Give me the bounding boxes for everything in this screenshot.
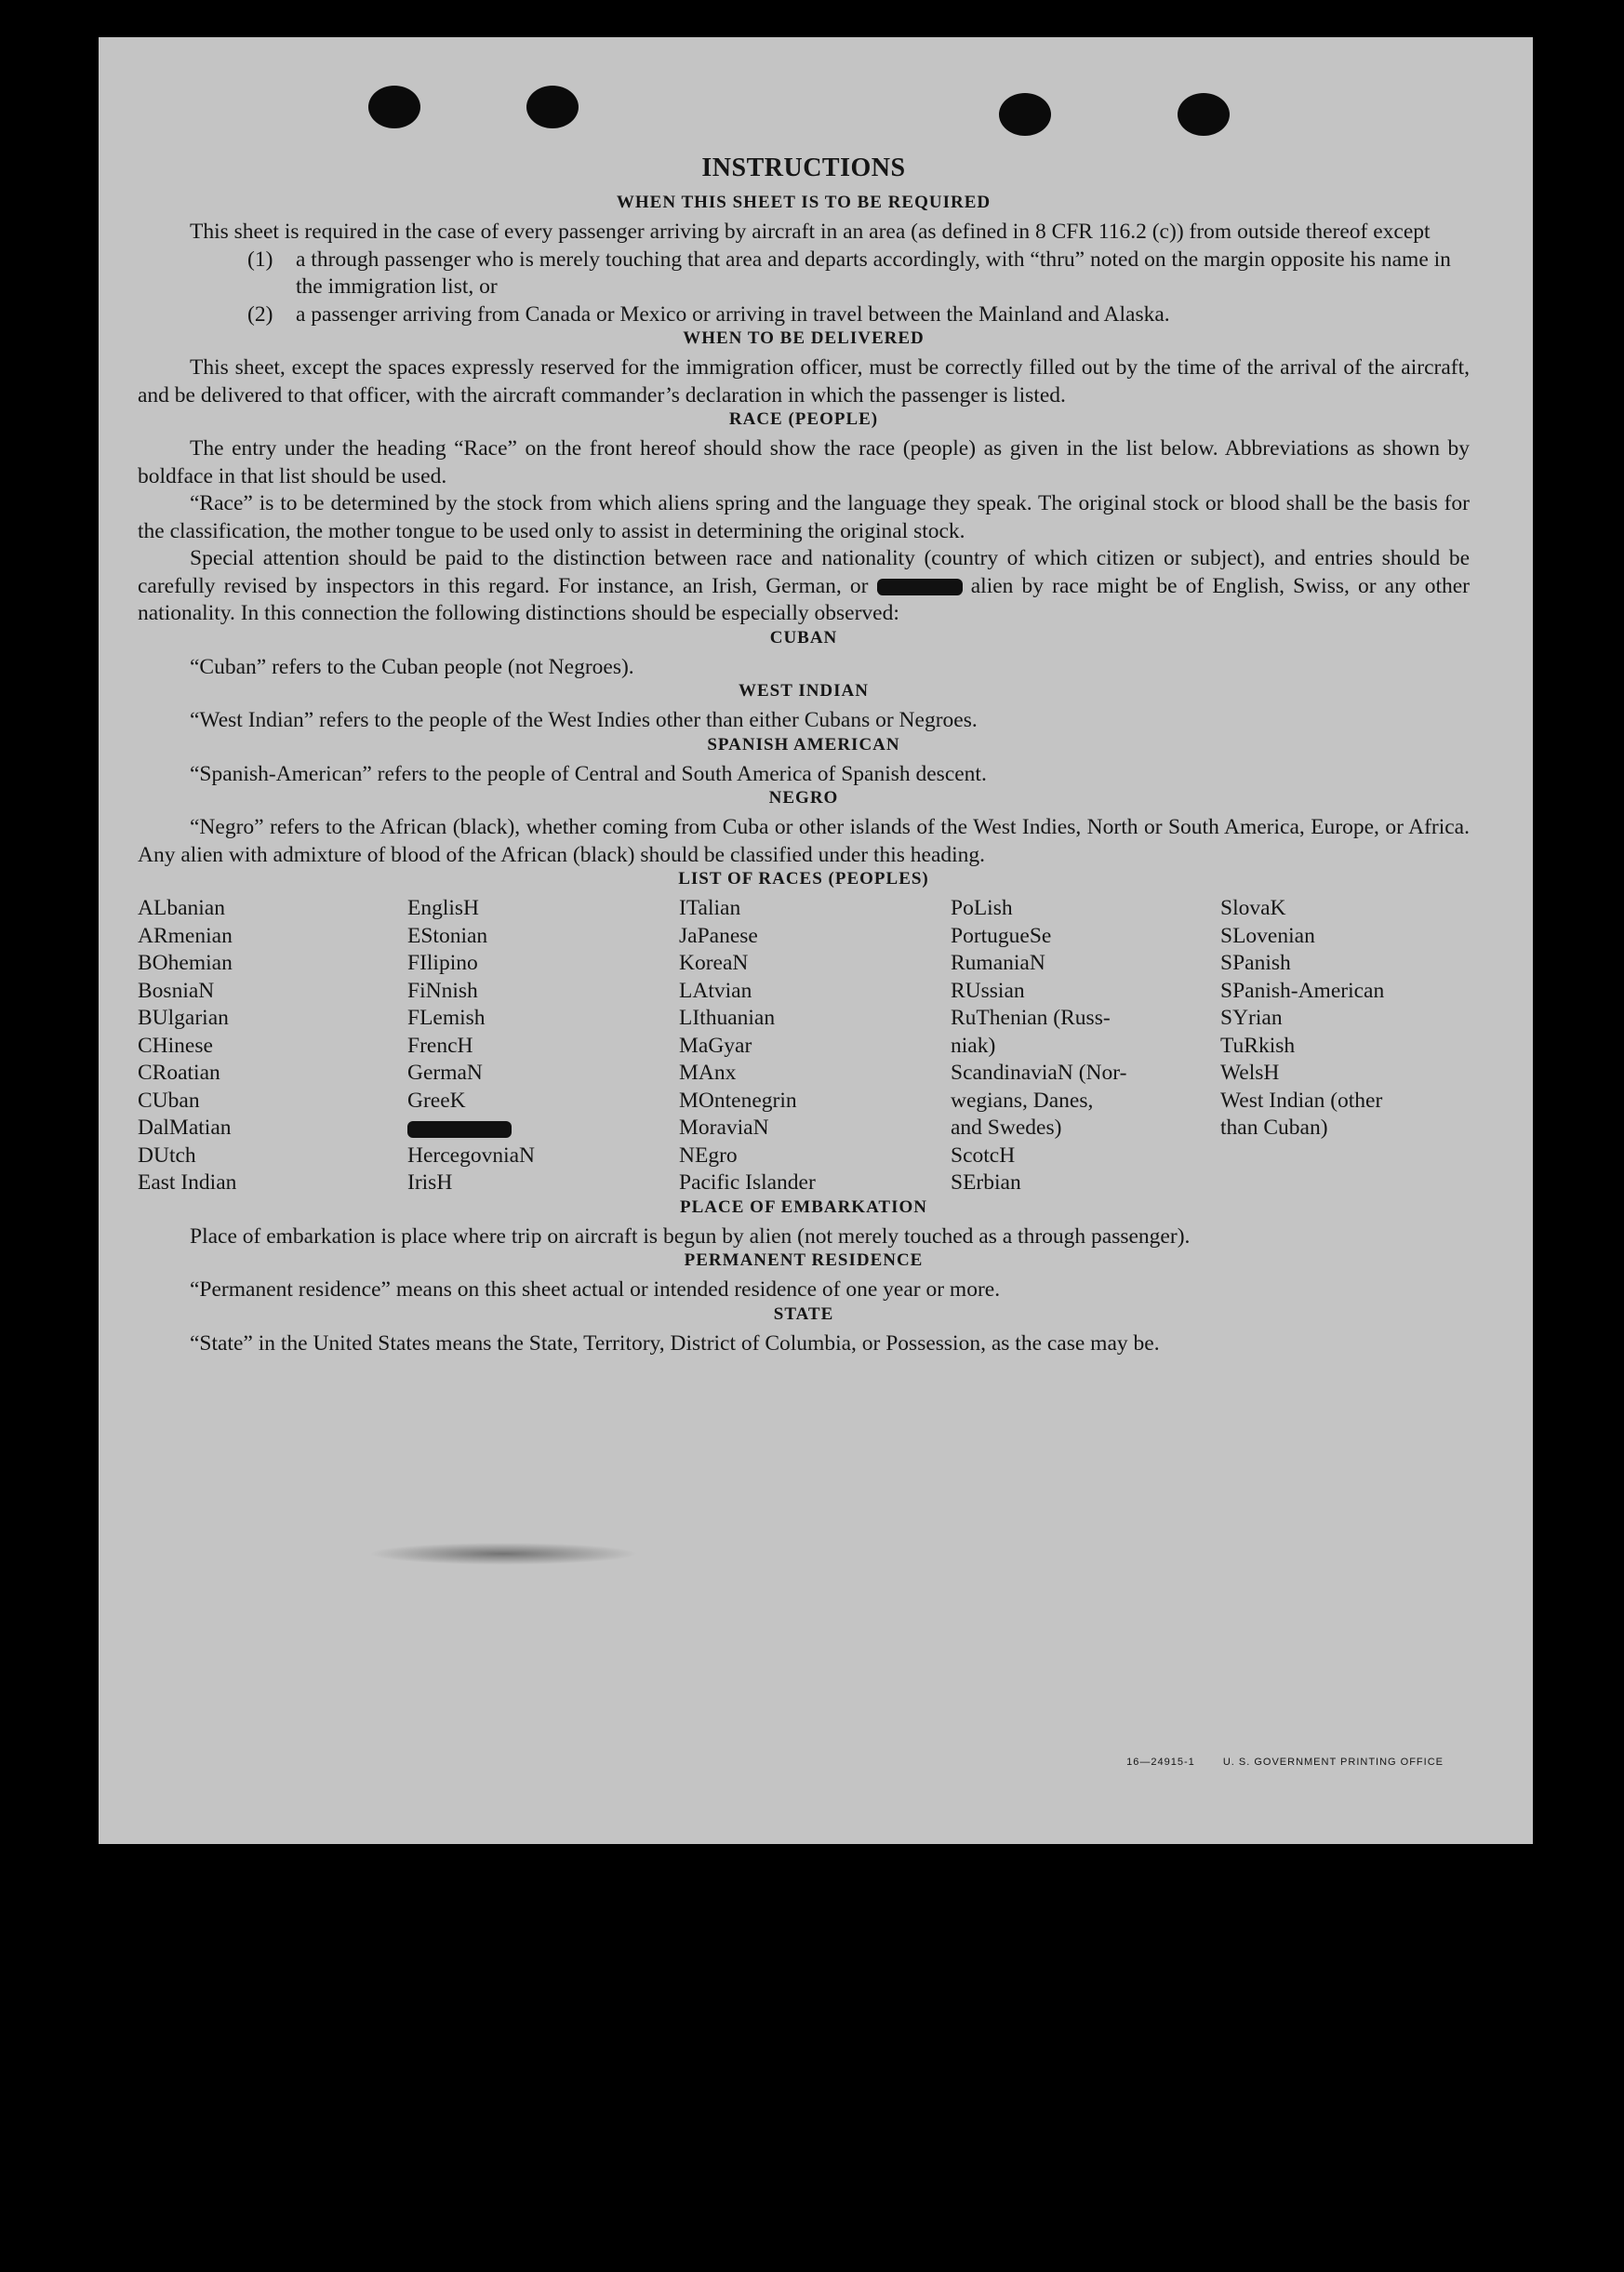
race-paragraph-3a: Special attention should be paid to the distinction between race and nationality (country of which citizen or subject), and entries should be carefully revised by inspectors in this regard. For instance, an Irish, German, or xyxy=(138,546,1470,598)
race-entry: RuThenian (Russ- xyxy=(951,1006,1111,1030)
race-entry: PortugueSe xyxy=(951,923,1052,948)
punch-hole xyxy=(368,86,420,128)
west-indian-text: “West Indian” refers to the people of the West Indies other than either Cubans or Negroes. xyxy=(190,708,978,732)
races-column-4 xyxy=(951,895,1220,1197)
race-entry-continued: than Cuban) xyxy=(1220,1116,1328,1140)
race-paragraph-1: The entry under the heading “Race” on the front hereof should show the race (people) as given in the list below. Abbreviations as shown by boldface in that list should be used. xyxy=(138,436,1470,488)
section-heading-races-list: LIST OF RACES (PEOPLES) xyxy=(678,869,929,889)
item-text: a through passenger who is merely touching that area and departs accordingly, with “thru” noted on the margin opposite his name in the immigration list, or xyxy=(296,247,1451,299)
race-entry: MOntenegrin xyxy=(679,1088,797,1113)
race-entry: MAnx xyxy=(679,1061,737,1085)
form-number: 16—24915-1 xyxy=(1126,1757,1195,1768)
section-heading-delivered: WHEN TO BE DELIVERED xyxy=(683,328,925,348)
required-item-1 xyxy=(247,247,1470,301)
race-entry: MaGyar xyxy=(679,1033,752,1058)
section-heading-negro: NEGRO xyxy=(768,788,839,808)
spanish-american-text: “Spanish-American” refers to the people of Central and South America of Spanish descent. xyxy=(190,761,987,786)
race-entry: FiNnish xyxy=(407,978,478,1003)
cuban-text: “Cuban” refers to the Cuban people (not Negroes). xyxy=(190,654,634,679)
section-heading-embarkation: PLACE OF EMBARKATION xyxy=(680,1196,927,1217)
race-entry: SPanish xyxy=(1220,951,1291,975)
race-entry: ScandinaviaN (Nor- xyxy=(951,1061,1127,1085)
race-entry: EnglisH xyxy=(407,896,480,920)
race-entry: DUtch xyxy=(138,1143,196,1168)
item-number: (1) xyxy=(247,247,273,272)
race-entry: ScotcH xyxy=(951,1143,1016,1168)
race-entry: PoLish xyxy=(951,896,1013,920)
race-entry: GermaN xyxy=(407,1061,483,1085)
race-paragraph-2: “Race” is to be determined by the stock from which aliens spring and the language they speak. The original stock or blood shall be the basis for the classification, the mother tongue to be used only to assist in determining the original stock. xyxy=(138,491,1470,543)
race-entry: JaPanese xyxy=(679,923,758,948)
race-entry: HercegovniaN xyxy=(407,1143,536,1168)
required-intro: This sheet is required in the case of every passenger arriving by aircraft in an area (as defined in 8 CFR 116.2 (c)) from outside thereof except xyxy=(190,220,1431,244)
race-entry: ITalian xyxy=(679,896,741,920)
race-entry: SlovaK xyxy=(1220,896,1286,920)
form-footer xyxy=(1102,1757,1444,1768)
section-heading-required: WHEN THIS SHEET IS TO BE REQUIRED xyxy=(616,193,992,212)
residence-text: “Permanent residence” means on this sheet actual or intended residence of one year or more. xyxy=(190,1277,1001,1302)
race-entry: SErbian xyxy=(951,1170,1021,1195)
race-entry-continued: niak) xyxy=(951,1033,996,1058)
punch-hole xyxy=(526,86,579,128)
item-number: (2) xyxy=(247,301,273,327)
race-entry: East Indian xyxy=(138,1170,237,1195)
race-paragraph-3b: alien by race might be of English, Swiss, or any other nationality. In this connection the following distinctions should be especially observed: xyxy=(138,573,1471,625)
race-entry: ALbanian xyxy=(138,896,225,920)
race-entry: NEgro xyxy=(679,1143,738,1168)
race-entry: LAtvian xyxy=(679,978,752,1003)
race-entry: West Indian (other xyxy=(1220,1088,1383,1113)
race-entry: CUban xyxy=(138,1088,200,1113)
races-column-3 xyxy=(679,895,951,1197)
race-entry: TuRkish xyxy=(1220,1033,1296,1058)
race-entry: MoraviaN xyxy=(679,1116,769,1140)
race-entry: KoreaN xyxy=(679,951,749,975)
required-item-2 xyxy=(247,301,1470,329)
race-entry: BOhemian xyxy=(138,951,233,975)
state-text: “State” in the United States means the State, Territory, District of Columbia, or Possession, as the case may be. xyxy=(190,1330,1160,1356)
race-entry: BUlgarian xyxy=(138,1006,229,1030)
redaction-mark xyxy=(877,579,963,595)
race-entry: LIthuanian xyxy=(679,1006,776,1030)
race-entry: Pacific Islander xyxy=(679,1170,816,1195)
race-entry: WelsH xyxy=(1220,1061,1280,1085)
races-column-2 xyxy=(407,895,679,1197)
item-text: a passenger arriving from Canada or Mexico or arriving in travel between the Mainland and Alaska. xyxy=(296,301,1170,327)
race-entry: RUssian xyxy=(951,978,1025,1003)
race-entry: FLemish xyxy=(407,1006,486,1030)
race-entry: SLovenian xyxy=(1220,923,1315,948)
section-heading-spanish-american: SPANISH AMERICAN xyxy=(707,734,900,755)
race-entry-continued: wegians, Danes, xyxy=(951,1088,1094,1113)
punch-hole xyxy=(1178,93,1230,136)
document-sheet xyxy=(99,37,1533,1844)
smudge-mark xyxy=(368,1543,638,1565)
races-list xyxy=(138,895,1470,1197)
race-entry-continued: and Swedes) xyxy=(951,1116,1062,1140)
race-entry: EStonian xyxy=(407,923,488,948)
punch-hole xyxy=(999,93,1051,136)
race-entry: SYrian xyxy=(1220,1006,1283,1030)
negro-text: “Negro” refers to the African (black), whether coming from Cuba or other islands of the West Indies, North or South America, Europe, or Africa. Any alien with admixture of blood of the African (black) should be classified under this heading. xyxy=(138,815,1470,867)
race-paragraph-3 xyxy=(138,545,1470,628)
delivered-text: This sheet, except the spaces expressly reserved for the immigration officer, must be correctly filled out by the time of the arrival of the aircraft, and be delivered to that officer, with the aircraft commander’s declaration in which the passenger is listed. xyxy=(138,355,1470,408)
race-entry: RumaniaN xyxy=(951,951,1045,975)
document-content xyxy=(138,154,1470,1357)
embarkation-text: Place of embarkation is place where trip on aircraft is begun by alien (not merely touched as a through passenger). xyxy=(190,1223,1191,1249)
race-entry: CHinese xyxy=(138,1033,213,1058)
section-heading-cuban: CUBAN xyxy=(769,627,838,648)
race-entry: ARmenian xyxy=(138,923,233,948)
section-heading-residence: PERMANENT RESIDENCE xyxy=(684,1250,924,1270)
page-title: INSTRUCTIONS xyxy=(701,154,906,182)
race-entry: DalMatian xyxy=(138,1116,232,1140)
race-entry: IrisH xyxy=(407,1170,453,1195)
printer-credit: U. S. GOVERNMENT PRINTING OFFICE xyxy=(1222,1757,1444,1768)
redaction-mark xyxy=(407,1121,512,1138)
race-entry: GreeK xyxy=(407,1088,466,1113)
race-entry-redacted xyxy=(407,1115,679,1143)
race-entry: SPanish-American xyxy=(1220,978,1385,1003)
section-heading-state: STATE xyxy=(773,1303,834,1324)
races-column-5 xyxy=(1220,895,1471,1197)
section-heading-west-indian: WEST INDIAN xyxy=(739,681,869,701)
race-entry: CRoatian xyxy=(138,1061,220,1085)
race-entry: FrencH xyxy=(407,1033,473,1058)
section-heading-race: RACE (PEOPLE) xyxy=(728,409,879,429)
race-entry: FIlipino xyxy=(407,951,478,975)
race-entry: BosniaN xyxy=(138,978,215,1003)
races-column-1 xyxy=(138,895,407,1197)
